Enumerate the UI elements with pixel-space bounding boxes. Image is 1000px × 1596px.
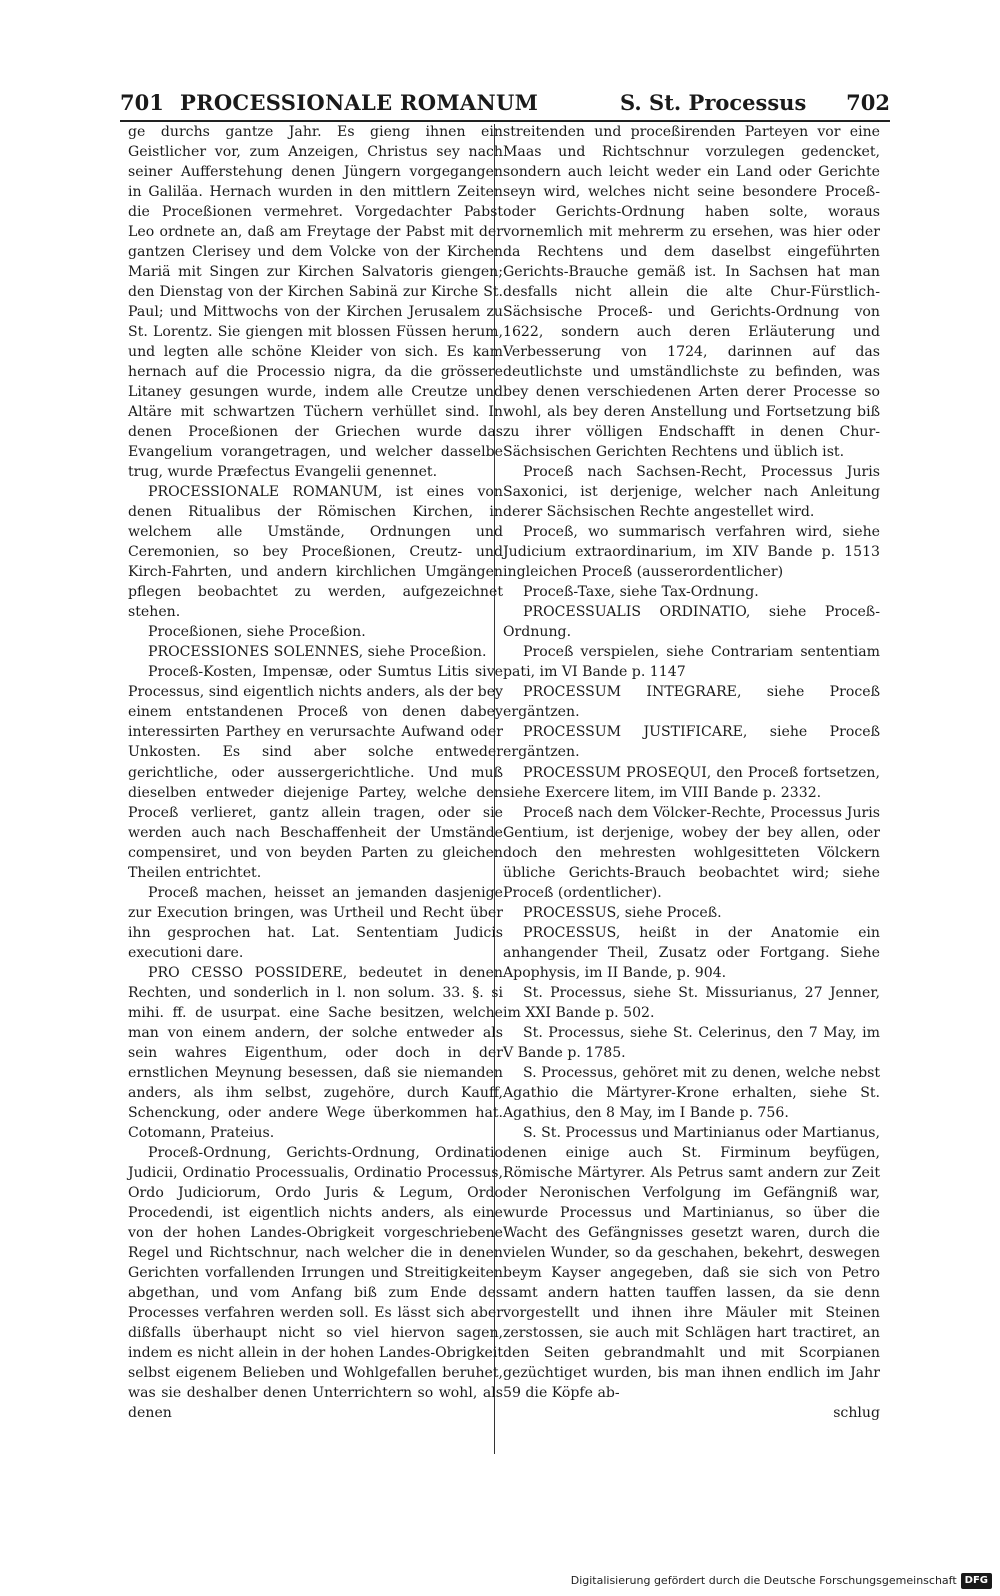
paragraph: Proceß nach Sachsen-Recht, Processus Juris Saxonici, ist derjenige, welcher nach Anleitung derer Sächsischen Rechte angestellet wird. [503,464,880,521]
paragraph: St. Processus, siehe St. Missurianus, 27 Jenner, im XXI Bande p. 502. [503,984,880,1021]
paragraph: Proceßionen, siehe Proceßion. [148,624,366,641]
paragraph: PROCESSUM PROSEQUI, den Proceß fortsetzen, siehe Exercere litem, im VIII Bande p. 2332. [503,764,880,801]
right-column [503,122,880,1423]
paragraph: Proceß verspielen, siehe Contrariam sententiam pati, im VI Bande p. 1147 [503,644,880,681]
paragraph: Proceß, wo summarisch verfahren wird, siehe Judicium extraordinarium, im XIV Bande p. 1513 ingleichen Proceß (ausserordentlicher) [503,524,880,581]
running-title-right: S. St. Processus [620,90,807,115]
paragraph: Proceß-Ordnung, Gerichts-Ordnung, Ordinatio Judicii, Ordinatio Processualis, Ordinatio Processus, Ordo Judiciorum, Ordo Juris & Legum, Ordo Procedendi, ist eigentlich nichts anders, als eine von der hohen Landes-Obrigkeit vorgeschriebene Regel und Richtschnur, nach welcher die in denen Gerichten vorfallenden Irrungen und Streitigkeiten abgethan, und vom Anfang biß zum Ende des Processes verfahren werden soll. Es lässt sich aber dißfalls überhaupt nicht so viel hiervon sagen, indem es nicht allein in der hohen Landes-Obrigkeit selbst eigenem Belieben und Wohlgefallen beruhet, was sie deshalber denen Unterrichtern so wohl, als denen [128,1144,503,1421]
paragraph: S. St. Processus und Martinianus oder Martianus, denen einige auch St. Firminum beyfügen, Römische Märtyrer. Als Petrus samt andern zur Zeit der Neronischen Verfolgung im Gefängniß war, wurde Processus und Martinianus, so über die Wacht des Gefängnisses gesetzt waren, durch die vielen Wunder, so da geschahen, bekehrt, deswegen beym Kayser angegeben, daß sie sich von Petro samt andern hatten tauffen lassen, da sie denn vorgestellt und ihnen ihre Mäuler mit Steinen zerstossen, sie auch mit Schlägen hart tractiret, an den Seiten gebrandmahlt und mit Scorpianen gezüchtiget wurden, bis man ihnen endlich im Jahr 59 die Köpfe ab- [503,1124,880,1401]
running-title-left: PROCESSIONALE ROMANUM [180,90,539,115]
page-header [120,86,890,122]
paragraph: PROCESSUS, heißt in der Anatomie ein anhangender Theil, Zusatz oder Fortgang. Siehe Apophysis, im II Bande, p. 904. [503,924,880,981]
page-number-right: 702 [846,90,890,115]
paragraph: Proceß nach dem Völcker-Rechte, Processus Juris Gentium, ist derjenige, wobey der bey allen, oder doch den mehresten wohlgesitteten Völckern übliche Gerichts-Brauch beobachtet wird; siehe Proceß (ordentlicher). [503,804,880,901]
paragraph: PRO CESSO POSSIDERE, bedeutet in denen Rechten, und sonderlich in l. non solum. 33. §. si mihi. ff. de usurpat. eine Sache besitzen, welche man von einem andern, der solche entweder als sein wahres Eigenthum, oder doch in der ernstlichen Meynung besessen, daß sie niemanden anders, als ihm selbst, zugehöre, durch Kauff, Schenckung, oder andere Wege überkommen hat. Cotomann, Prateius. [128,964,503,1141]
dfg-logo: DFG [961,1573,992,1589]
paragraph: streitenden und proceßirenden Parteyen vor eine Maas und Richtschnur vorzulegen gedencket, sondern auch leicht weder ein Land oder Gerichte seyn wird, welches nicht seine besondere Proceß- oder Gerichts-Ordnung haben solte, woraus vornemlich mit mehrerm zu ersehen, was hier oder da Rechtens und dem daselbst eingeführten Gerichts-Brauche gemäß ist. In Sachsen hat man desfalls nicht allein die alte Chur-Fürstlich-Sächsische Proceß- und Gerichts-Ordnung von 1622, sondern auch deren Erläuterung und Verbesserung von 1724, darinnen auf das deutlichste und umständlichste zu befinden, was bey denen verschiedenen Arten derer Processe so wohl, als bey deren Anstellung und Fortsetzung biß zu ihrer völligen Endschafft in denen Chur-Sächsischen Gerichten Rechtens und üblich ist. [503,124,880,461]
footer-credit [571,1572,992,1590]
paragraph: PROCESSIONALE ROMANUM, ist eines von denen Ritualibus der Römischen Kirchen, in welchem alle Umstände, Ordnungen und Ceremonien, so bey Proceßionen, Creutz- und Kirch-Fahrten, und andern kirchlichen Umgängen pflegen beobachtet zu werden, aufgezeichnet stehen. [128,484,503,621]
paragraph: S. Processus, gehöret mit zu denen, welche nebst Agathio die Märtyrer-Krone erhalten, siehe St. Agathius, den 8 May, im I Bande p. 756. [503,1064,880,1121]
paragraph: PROCESSUS, siehe Proceß. [523,904,722,921]
paragraph: Proceß-Taxe, siehe Tax-Ordnung. [523,584,759,601]
paragraph: PROCESSIONES SOLENNES, siehe Proceßion. [148,644,487,661]
page-number-left: 701 [120,90,164,115]
paragraph: St. Processus, siehe St. Celerinus, den 7 May, im V Bande p. 1785. [503,1024,880,1061]
paragraph: ge durchs gantze Jahr. Es gieng ihnen ein Geistlicher vor, zum Anzeigen, Christus sey nach seiner Aufferstehung denen Jüngern vorgegangen in Galiläa. Hernach wurden in den mittlern Zeiten die Proceßionen vermehret. Vorgedachter Pabst Leo ordnete an, daß am Freytage der Pabst mit der gantzen Clerisey und dem Volcke von der Kirchen Mariä mit Singen zur Kirchen Salvatoris giengen; den Dienstag von der Kirchen Sabinä zur Kirche St. Paul; und Mittwochs von der Kirchen Jerusalem zu St. Lorentz. Sie giengen mit blossen Füssen herum, und legten alle schöne Kleider von sich. Es kam hernach auf die Processio nigra, da die grössere Litaney gesungen wurde, indem alle Creutze und Altäre mit schwartzen Tüchern verhüllet sind. In denen Proceßionen der Griechen wurde das Evangelium vorangetragen, und welcher dasselbe trug, wurde Præfectus Evangelii genennet. [128,124,503,481]
paragraph: Proceß machen, heisset an jemanden dasjenige zur Execution bringen, was Urtheil und Recht über ihn gesprochen hat. Lat. Sententiam Judicis executioni dare. [128,884,503,961]
paragraph: PROCESSUM INTEGRARE, siehe Proceß ergäntzen. [503,684,880,721]
paragraph: PROCESSUALIS ORDINATIO, siehe Proceß-Ordnung. [503,604,880,641]
paragraph: schlug [833,1405,880,1421]
left-column [128,122,503,1423]
footer-text: Digitalisierung gefördert durch die Deutsche Forschungsgemeinschaft [570,1574,957,1587]
paragraph: Proceß-Kosten, Impensæ, oder Sumtus Litis sive Processus, sind eigentlich nichts anders, als der bey einem entstandenen Proceß von denen dabey interessirten Parthey en verursachte Aufwand oder Unkosten. Es sind aber solche entweder gerichtliche, oder aussergerichtliche. Und muß dieselben entweder diejenige Partey, welche den Proceß verlieret, gantz allein tragen, oder sie werden auch nach Beschaffenheit der Umstände compensiret, und von beyden Parten zu gleichen Theilen entrichtet. [128,664,503,881]
paragraph: PROCESSUM JUSTIFICARE, siehe Proceß ergäntzen. [503,724,880,761]
